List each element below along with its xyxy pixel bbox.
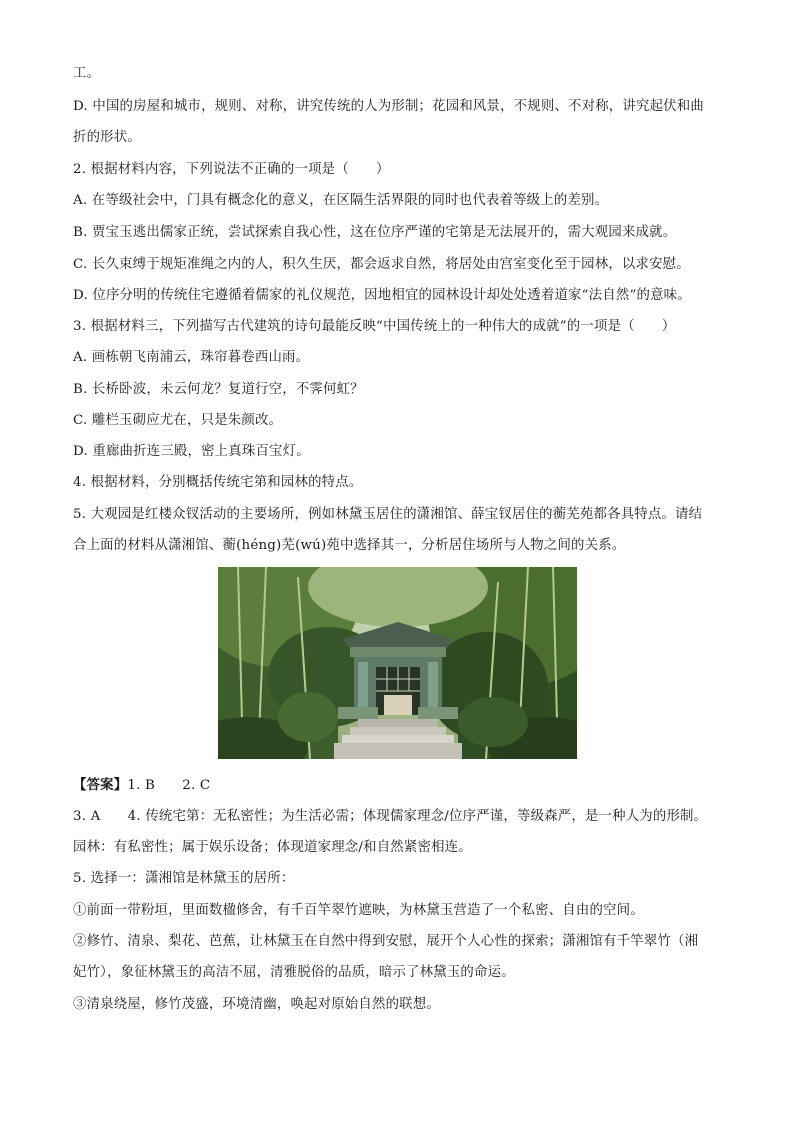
answer-line-4: 5. 选择一：潇湘馆是林黛玉的居所： <box>73 871 295 886</box>
option-d-line: D. 中国的房屋和城市，规则、对称，讲究传统的人为形制；花园和风景，不规则、不对称，讲究起伏和曲 <box>73 99 704 114</box>
answer-line-7: 妃竹），象征林黛玉的高洁不屈，清雅脱俗的品质，暗示了林黛玉的命运。 <box>73 965 515 980</box>
answer-label: 【答案】 <box>73 777 128 793</box>
answer-line-1 <box>73 776 210 795</box>
question-5: 5. 大观园是红楼众钗活动的主要场所，例如林黛玉居住的潇湘馆、薛宝钗居住的蘅芜苑都各具特点。请结 <box>73 507 703 522</box>
option-b: B. 长桥卧波，未云何龙？复道行空，不霁何虹？ <box>73 382 364 397</box>
bamboo-pavilion-image <box>218 567 577 759</box>
answer-line-8: ③清泉绕屋，修竹茂盛，环境清幽，唤起对原始自然的联想。 <box>73 997 440 1012</box>
answer-1-2: 1. B 2. C <box>127 778 211 793</box>
option-a: A. 在等级社会中，门具有概念化的意义，在区隔生活界限的同时也代表着等级上的差别。 <box>73 193 609 208</box>
question-3: 3. 根据材料三，下列描写古代建筑的诗句最能反映“中国传统上的一种伟大的成就”的一项是（ ） <box>73 319 676 334</box>
text-line: 工。 <box>73 66 101 81</box>
question-5-cont: 合上面的材料从潇湘馆、蘅(héng)芜(wú)苑中选择其一，分析居住场所与人物之间的关系。 <box>73 538 626 553</box>
question-4: 4. 根据材料，分别概括传统宅第和园林的特点。 <box>73 475 363 490</box>
option-b: B. 贾宝玉逃出儒家正统，尝试探索自我心性，这在位序严谨的宅第是无法展开的，需大观园来成就。 <box>73 225 677 240</box>
option-c: C. 长久束缚于规矩准绳之内的人，积久生厌，都会返求自然，将居处由宫室变化至于园林，以求安慰。 <box>73 257 690 272</box>
answer-line-2: 3. A 4. 传统宅第：无私密性；为生活必需；体现儒家理念/位序严谨，等级森严，是一种人为的形制。 <box>73 809 708 824</box>
option-a: A. 画栋朝飞南浦云，珠帘暮卷西山雨。 <box>73 350 310 365</box>
answer-line-3: 园林：有私密性；属于娱乐设备；体现道家理念/和自然紧密相连。 <box>73 840 472 855</box>
option-d: D. 位序分明的传统住宅遵循着儒家的礼仪规范，因地相宜的园林设计却处处透着道家“法自然”的意味。 <box>73 288 691 303</box>
garden-photo <box>218 567 577 759</box>
question-2: 2. 根据材料内容，下列说法不正确的一项是（ ） <box>73 162 390 177</box>
option-d: D. 重廊曲折连三殿，密上真珠百宝灯。 <box>73 444 310 459</box>
text-line: 折的形状。 <box>73 130 141 145</box>
answer-line-5: ①前面一带粉垣，里面数楹修舍，有千百竿翠竹遮映，为林黛玉营造了一个私密、自由的空间。 <box>73 903 644 918</box>
answer-line-6: ②修竹、清泉、梨花、芭蕉，让林黛玉在自然中得到安慰，展开个人心性的探索；潇湘馆有千竿翠竹（湘 <box>73 934 699 949</box>
option-c: C. 雕栏玉砌应尤在，只是朱颜改。 <box>73 413 283 428</box>
